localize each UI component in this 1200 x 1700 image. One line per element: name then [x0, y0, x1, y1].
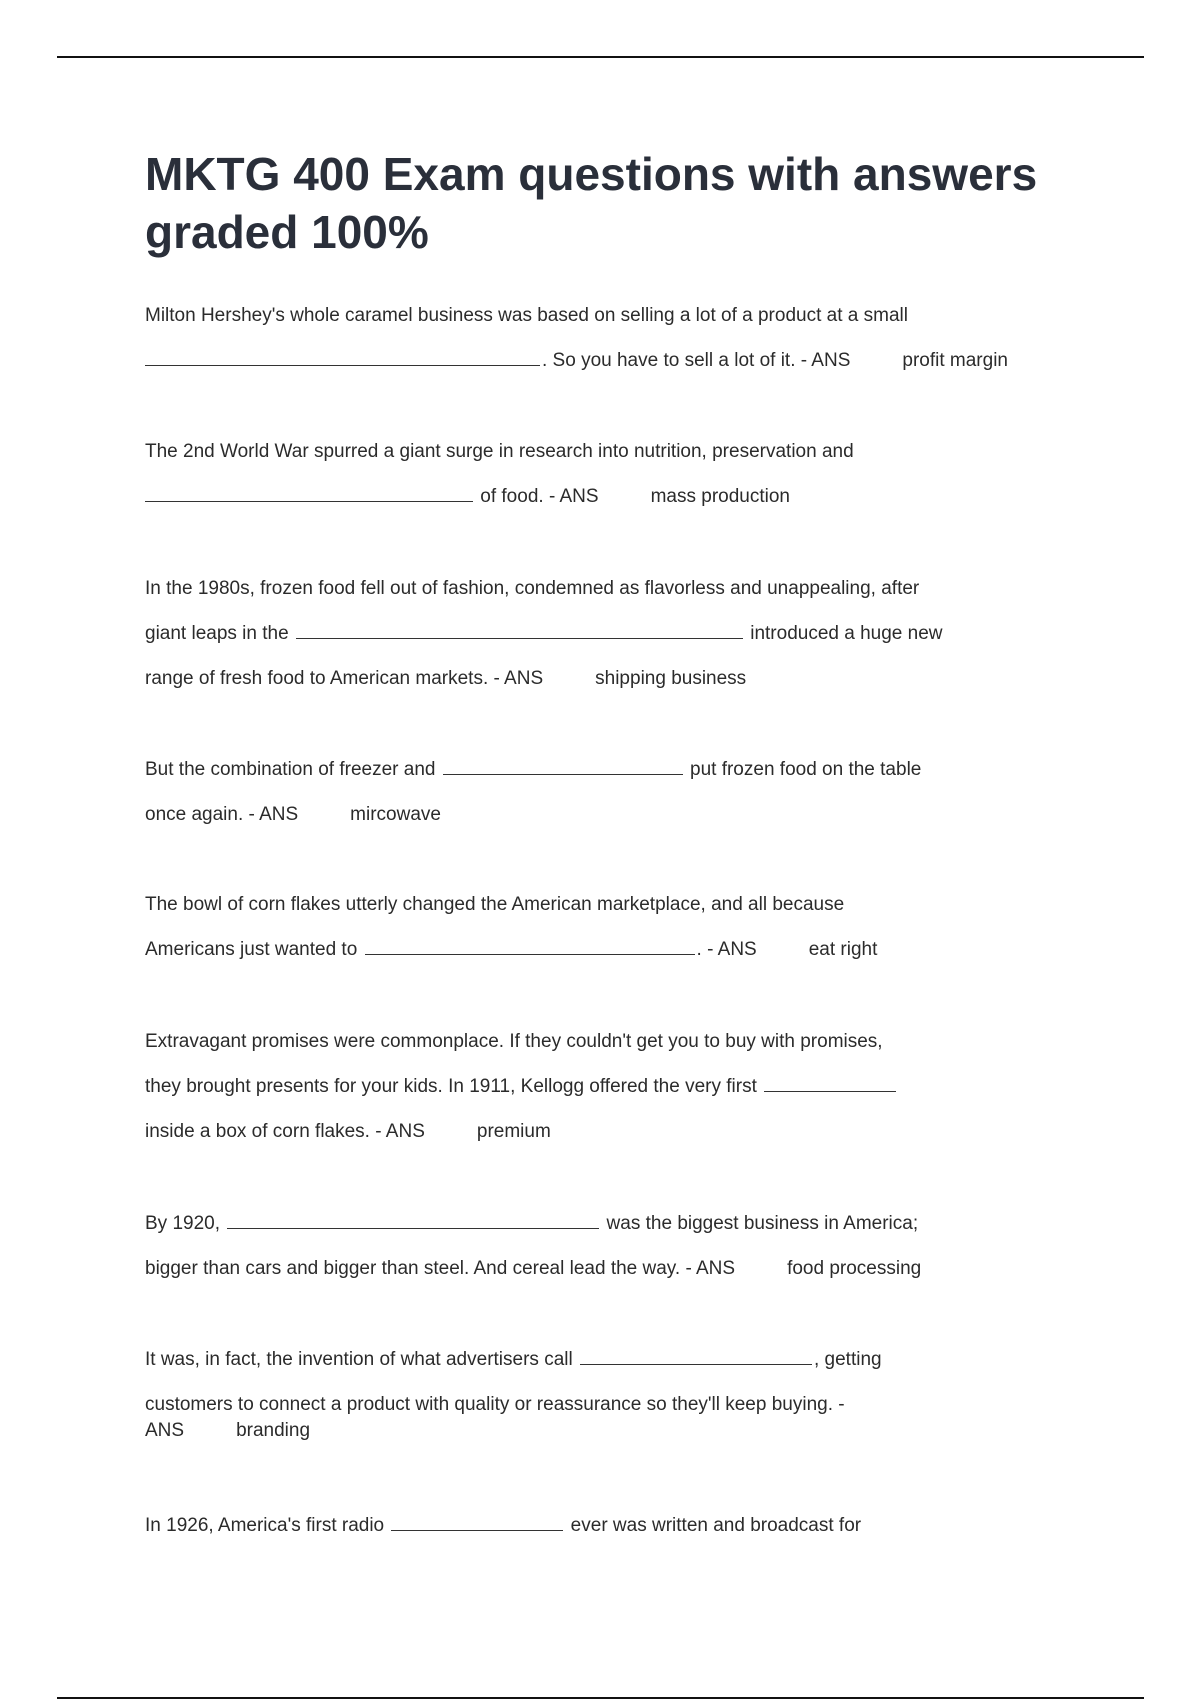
answer-text: shipping business	[595, 668, 747, 689]
question-text: , getting	[813, 1349, 882, 1370]
question-9	[145, 1503, 1105, 1548]
answer-blank	[580, 1346, 812, 1365]
question-text: . - ANS	[696, 939, 757, 960]
answer-blank	[296, 620, 743, 639]
answer-blank	[764, 1073, 896, 1092]
page-title: MKTG 400 Exam questions with answers graded 100%	[145, 148, 1038, 258]
question-text: they brought presents for your kids. In 1911, Kellogg offered the very first	[145, 1076, 763, 1097]
question-2	[145, 429, 1105, 519]
answer-blank	[145, 347, 540, 366]
answer-text: profit margin	[902, 350, 1008, 371]
question-text: inside a box of corn flakes. - ANS	[145, 1121, 425, 1142]
question-text: customers to connect a product with quality or reassurance so they'll keep buying. -	[145, 1394, 845, 1415]
question-text: In 1926, America's first radio	[145, 1515, 390, 1536]
question-4	[145, 747, 1105, 837]
question-text: ANS	[145, 1420, 185, 1441]
answer-text: eat right	[808, 939, 878, 960]
question-text: By 1920,	[145, 1213, 226, 1234]
question-text: The bowl of corn flakes utterly changed the American marketplace, and all because	[145, 894, 845, 915]
question-text: . So you have to sell a lot of it. - ANS	[542, 350, 851, 371]
answer-blank	[227, 1210, 599, 1229]
question-text: The 2nd World War spurred a giant surge in research into nutrition, preservation and	[145, 441, 854, 462]
question-5	[145, 882, 1105, 972]
question-text: was the biggest business in America;	[601, 1213, 919, 1234]
question-text: bigger than cars and bigger than steel. And cereal lead the way. - ANS	[145, 1258, 736, 1279]
question-text: put frozen food on the table	[684, 759, 922, 780]
question-7	[145, 1201, 1105, 1291]
bottom-rule	[57, 1697, 1144, 1699]
answer-text: premium	[476, 1121, 551, 1142]
question-3	[145, 566, 1105, 701]
question-text: Milton Hershey's whole caramel business was based on selling a lot of a product at a small	[145, 305, 908, 326]
question-1	[145, 293, 1105, 383]
answer-blank	[365, 936, 695, 955]
question-text: In the 1980s, frozen food fell out of fashion, condemned as flavorless and unappealing, after	[145, 578, 920, 599]
question-text: But the combination of freezer and	[145, 759, 441, 780]
answer-text: food processing	[787, 1258, 922, 1279]
answer-blank	[391, 1512, 563, 1531]
question-text: ever was written and broadcast for	[565, 1515, 862, 1536]
question-text: It was, in fact, the invention of what advertisers call	[145, 1349, 578, 1370]
question-8	[145, 1337, 1105, 1444]
answer-blank	[443, 756, 683, 775]
question-text: once again. - ANS	[145, 804, 299, 825]
question-text: Americans just wanted to	[145, 939, 363, 960]
question-text: range of fresh food to American markets. - ANS	[145, 668, 544, 689]
question-text: of food. - ANS	[475, 486, 599, 507]
question-text: introduced a huge new	[744, 623, 943, 644]
answer-blank	[145, 483, 473, 502]
question-text: giant leaps in the	[145, 623, 294, 644]
answer-text: mass production	[650, 486, 790, 507]
question-6	[145, 1019, 1105, 1154]
answer-text: branding	[236, 1420, 311, 1441]
question-text: Extravagant promises were commonplace. If they couldn't get you to buy with promises,	[145, 1031, 883, 1052]
top-rule	[57, 56, 1144, 58]
answer-text: mircowave	[350, 804, 441, 825]
